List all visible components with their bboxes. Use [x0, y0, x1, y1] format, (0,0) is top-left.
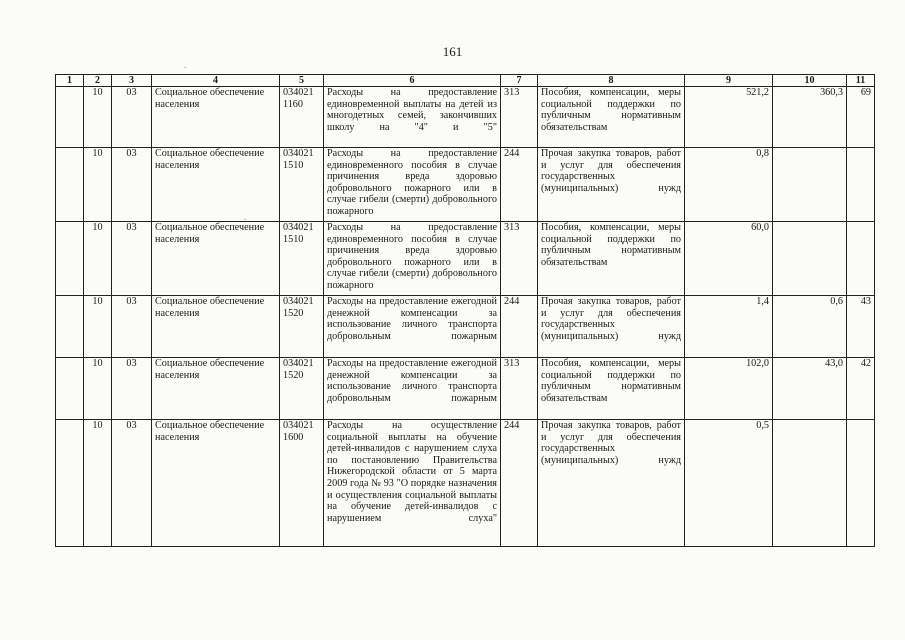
scan-speck: . — [244, 212, 247, 222]
cell-percent: 69 — [847, 87, 875, 148]
cell-expense-name: Пособия, компенсации, меры социальной поддержки по публичным нормативным обязательствам — [538, 87, 685, 148]
budget-table — [55, 74, 875, 547]
cell-section: 10 — [84, 420, 112, 547]
cell-description: Расходы на осуществление социальной выплаты на обучение детей-инвалидов с нарушением слуха по постановлению Правительства Нижегородской области от 5 марта 2009 года № 93 "О порядке назначения и осуществления социальной выплаты на обучение детей-инвалидов с нарушением слуха" — [324, 420, 501, 547]
cell-subsection: 03 — [112, 222, 152, 296]
table-row — [56, 148, 875, 222]
cell-subsection: 03 — [112, 87, 152, 148]
cell-col1 — [56, 420, 84, 547]
cell-percent — [847, 420, 875, 547]
cell-subsection: 03 — [112, 296, 152, 358]
cell-actual: 360,3 — [773, 87, 847, 148]
header-row — [56, 75, 875, 87]
col-header-7: 7 — [501, 75, 538, 87]
cell-col1 — [56, 296, 84, 358]
cell-section-name: Социальное обеспечение населения — [152, 222, 280, 296]
cell-target-code: 034021 1510 — [280, 222, 324, 296]
cell-description: Расходы на предоставление единовременного пособия в случае причинения вреда здоровью добровольного пожарного или в случае гибели (смерти) добровольного пожарного — [324, 148, 501, 222]
cell-plan: 102,0 — [685, 358, 773, 420]
cell-expense-name: Пособия, компенсации, меры социальной поддержки по публичным нормативным обязательствам — [538, 358, 685, 420]
cell-target-code: 034021 1520 — [280, 296, 324, 358]
col-header-2: 2 — [84, 75, 112, 87]
cell-section: 10 — [84, 222, 112, 296]
table-row — [56, 87, 875, 148]
cell-percent: 43 — [847, 296, 875, 358]
cell-target-code: 034021 1510 — [280, 148, 324, 222]
cell-target-code: 034021 1600 — [280, 420, 324, 547]
cell-subsection: 03 — [112, 148, 152, 222]
cell-expense-type: 244 — [501, 296, 538, 358]
cell-percent — [847, 148, 875, 222]
cell-expense-type: 313 — [501, 87, 538, 148]
cell-expense-type: 244 — [501, 148, 538, 222]
col-header-3: 3 — [112, 75, 152, 87]
cell-col1 — [56, 358, 84, 420]
cell-plan: 0,5 — [685, 420, 773, 547]
cell-plan: 521,2 — [685, 87, 773, 148]
table-row — [56, 358, 875, 420]
cell-section-name: Социальное обеспечение населения — [152, 148, 280, 222]
cell-col1 — [56, 87, 84, 148]
cell-target-code: 034021 1160 — [280, 87, 324, 148]
cell-description: Расходы на предоставление ежегодной денежной компенсации за использование личного транспорта добровольным пожарным — [324, 296, 501, 358]
cell-percent — [847, 222, 875, 296]
table-row — [56, 420, 875, 547]
cell-description: Расходы на предоставление единовременной выплаты на детей из многодетных семей, закончивших школу на "4" и "5" — [324, 87, 501, 148]
cell-section-name: Социальное обеспечение населения — [152, 87, 280, 148]
col-header-9: 9 — [685, 75, 773, 87]
cell-plan: 0,8 — [685, 148, 773, 222]
cell-section: 10 — [84, 296, 112, 358]
page-number: 161 — [442, 44, 463, 59]
cell-section-name: Социальное обеспечение населения — [152, 296, 280, 358]
cell-expense-type: 313 — [501, 222, 538, 296]
cell-target-code: 034021 1520 — [280, 358, 324, 420]
cell-expense-name: Прочая закупка товаров, работ и услуг для обеспечения государственных (муниципальных) нужд — [538, 296, 685, 358]
cell-plan: 60,0 — [685, 222, 773, 296]
cell-expense-name: Прочая закупка товаров, работ и услуг для обеспечения государственных (муниципальных) нужд — [538, 148, 685, 222]
col-header-1: 1 — [56, 75, 84, 87]
cell-col1 — [56, 222, 84, 296]
col-header-4: 4 — [152, 75, 280, 87]
cell-section-name: Социальное обеспечение населения — [152, 420, 280, 547]
cell-subsection: 03 — [112, 420, 152, 547]
col-header-5: 5 — [280, 75, 324, 87]
cell-description: Расходы на предоставление единовременного пособия в случае причинения вреда здоровью добровольного пожарного или в случае гибели (смерти) добровольного пожарного — [324, 222, 501, 296]
col-header-8: 8 — [538, 75, 685, 87]
cell-section-name: Социальное обеспечение населения — [152, 358, 280, 420]
cell-col1 — [56, 148, 84, 222]
cell-expense-name: Пособия, компенсации, меры социальной поддержки по публичным нормативным обязательствам — [538, 222, 685, 296]
scan-speck: . — [184, 60, 187, 70]
cell-actual — [773, 420, 847, 547]
cell-actual: 43,0 — [773, 358, 847, 420]
cell-percent: 42 — [847, 358, 875, 420]
cell-section: 10 — [84, 148, 112, 222]
cell-description: Расходы на предоставление ежегодной денежной компенсации за использование личного транспорта добровольным пожарным — [324, 358, 501, 420]
cell-actual — [773, 222, 847, 296]
cell-plan: 1,4 — [685, 296, 773, 358]
table-row — [56, 296, 875, 358]
table-row — [56, 222, 875, 296]
col-header-11: 11 — [847, 75, 875, 87]
cell-section: 10 — [84, 87, 112, 148]
cell-expense-name: Прочая закупка товаров, работ и услуг для обеспечения государственных (муниципальных) нужд — [538, 420, 685, 547]
cell-actual — [773, 148, 847, 222]
col-header-10: 10 — [773, 75, 847, 87]
cell-section: 10 — [84, 358, 112, 420]
col-header-6: 6 — [324, 75, 501, 87]
cell-expense-type: 313 — [501, 358, 538, 420]
cell-subsection: 03 — [112, 358, 152, 420]
cell-expense-type: 244 — [501, 420, 538, 547]
cell-actual: 0,6 — [773, 296, 847, 358]
